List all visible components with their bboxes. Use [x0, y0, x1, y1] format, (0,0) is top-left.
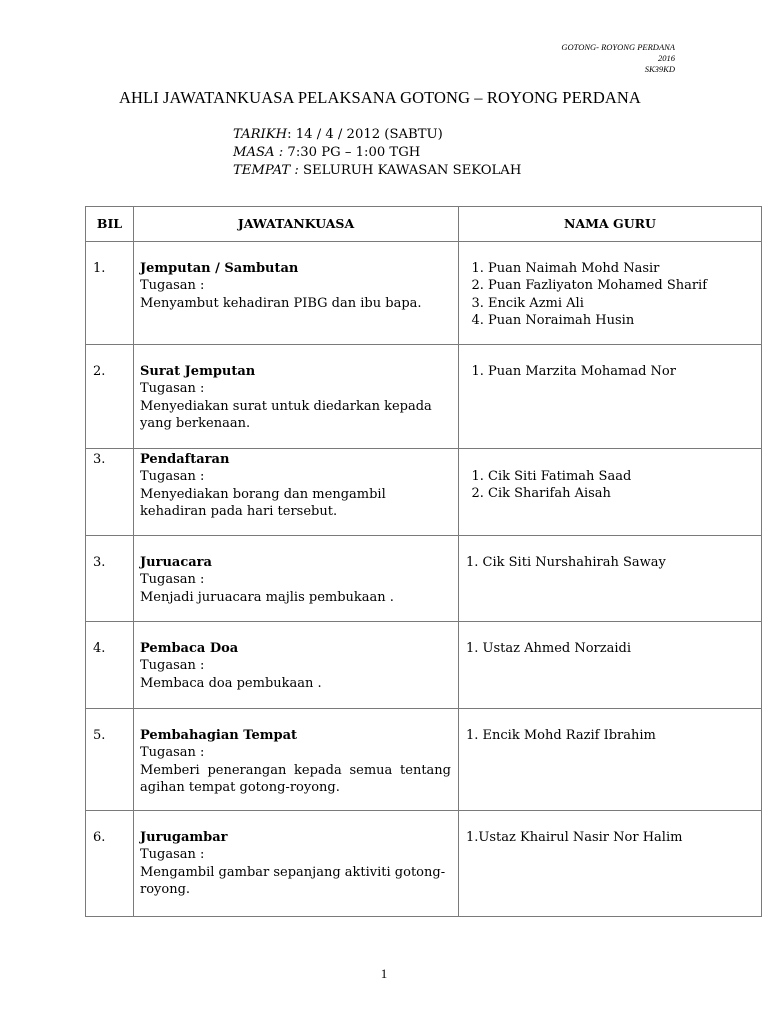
committee-name: Pembaca Doa [140, 641, 239, 656]
teacher-name: 4. Puan Noraimah Husin [488, 312, 757, 329]
event-details [233, 126, 521, 180]
committee-description: Menyediakan surat untuk diedarkan kepada yang berkenaan. [140, 398, 432, 432]
place-value: SELURUH KAWASAN SEKOLAH [298, 163, 522, 178]
committee-description: Mengambil gambar sepanjang aktiviti gotong-royong. [140, 864, 446, 898]
teacher-cell [459, 709, 762, 811]
table-row [86, 536, 762, 622]
teacher-cell [459, 622, 762, 709]
committee-cell [134, 536, 459, 622]
tugasan-label: Tugasan : [140, 572, 205, 588]
committee-name: Pembahagian Tempat [140, 728, 297, 743]
committee-cell [134, 242, 459, 345]
row-number: 3. [86, 449, 134, 536]
teacher-list [466, 363, 757, 380]
committee-cell [134, 345, 459, 449]
tugasan-label: Tugasan : [140, 745, 205, 761]
committee-cell [134, 811, 459, 917]
header-line-1: GOTONG- ROYONG PERDANA [561, 42, 675, 52]
table-row [86, 242, 762, 345]
time-label: MASA : [233, 145, 284, 160]
tugasan-label: Tugasan : [140, 381, 205, 397]
teacher-name: 1. Puan Marzita Mohamad Nor [488, 363, 757, 380]
running-header [561, 42, 675, 75]
header-line-3: SK39KD [644, 64, 675, 74]
row-number: 2. [86, 345, 134, 449]
place-label: TEMPAT : [233, 163, 299, 178]
committee-name: Juruacara [140, 555, 212, 570]
place-line [233, 162, 521, 180]
time-line [233, 144, 521, 162]
tugasan-label: Tugasan : [140, 847, 205, 863]
teacher-name: 1. Encik Mohd Razif Ibrahim [466, 728, 656, 743]
document-title: AHLI JAWATANKUASA PELAKSANA GOTONG – ROYONG PERDANA [119, 88, 641, 107]
table-row [86, 622, 762, 709]
committee-description: Menyediakan borang dan mengambil kehadiran pada hari tersebut. [140, 486, 386, 520]
page-number: 1 [380, 966, 388, 981]
committee-name: Jurugambar [140, 830, 228, 845]
teacher-list [466, 260, 757, 330]
teacher-name: 1. Puan Naimah Mohd Nasir [488, 260, 757, 277]
table-header-row [86, 207, 762, 242]
date-value: : 14 / 4 / 2012 (SABTU) [287, 127, 443, 142]
date-label: TARIKH [233, 127, 288, 142]
committee-cell [134, 449, 459, 536]
teacher-cell [459, 449, 762, 536]
teacher-name: 1. Cik Siti Fatimah Saad [488, 468, 757, 485]
teacher-name: 1. Ustaz Ahmed Norzaidi [466, 641, 632, 656]
committee-cell [134, 709, 459, 811]
row-number: 1. [86, 242, 134, 345]
committee-description: Menyambut kehadiran PIBG dan ibu bapa. [140, 295, 422, 311]
table-row [86, 345, 762, 449]
committee-name: Pendaftaran [140, 452, 230, 467]
teacher-cell [459, 536, 762, 622]
header-jawatankuasa: JAWATANKUASA [134, 207, 459, 242]
row-number: 5. [86, 709, 134, 811]
date-line [233, 126, 521, 144]
tugasan-label: Tugasan : [140, 658, 205, 674]
table-row [86, 811, 762, 917]
committee-description: Menjadi juruacara majlis pembukaan . [140, 589, 394, 605]
row-number: 3. [86, 536, 134, 622]
teacher-name: 2. Puan Fazliyaton Mohamed Sharif [488, 277, 757, 294]
committee-table [85, 206, 762, 917]
teacher-name: 2. Cik Sharifah Aisah [488, 485, 757, 502]
teacher-name: 1. Cik Siti Nurshahirah Saway [466, 555, 666, 570]
teacher-cell [459, 811, 762, 917]
row-number: 6. [86, 811, 134, 917]
committee-description: Membaca doa pembukaan . [140, 675, 322, 691]
committee-description: Memberi penerangan kepada semua tentang agihan tempat gotong-royong. [140, 762, 451, 796]
teacher-list [466, 468, 757, 503]
teacher-name: 1.Ustaz Khairul Nasir Nor Halim [466, 830, 683, 845]
header-line-2: 2016 [658, 53, 675, 63]
row-number: 4. [86, 622, 134, 709]
table-row [86, 709, 762, 811]
committee-cell [134, 622, 459, 709]
header-nama-guru: NAMA GURU [459, 207, 762, 242]
tugasan-label: Tugasan : [140, 278, 205, 294]
teacher-cell [459, 345, 762, 449]
committee-name: Surat Jemputan [140, 364, 256, 379]
tugasan-label: Tugasan : [140, 469, 205, 485]
teacher-cell [459, 242, 762, 345]
time-value: 7:30 PG – 1:00 TGH [283, 145, 421, 160]
teacher-name: 3. Encik Azmi Ali [488, 295, 757, 312]
header-bil: BIL [86, 207, 134, 242]
committee-name: Jemputan / Sambutan [140, 261, 299, 276]
table-row [86, 449, 762, 536]
